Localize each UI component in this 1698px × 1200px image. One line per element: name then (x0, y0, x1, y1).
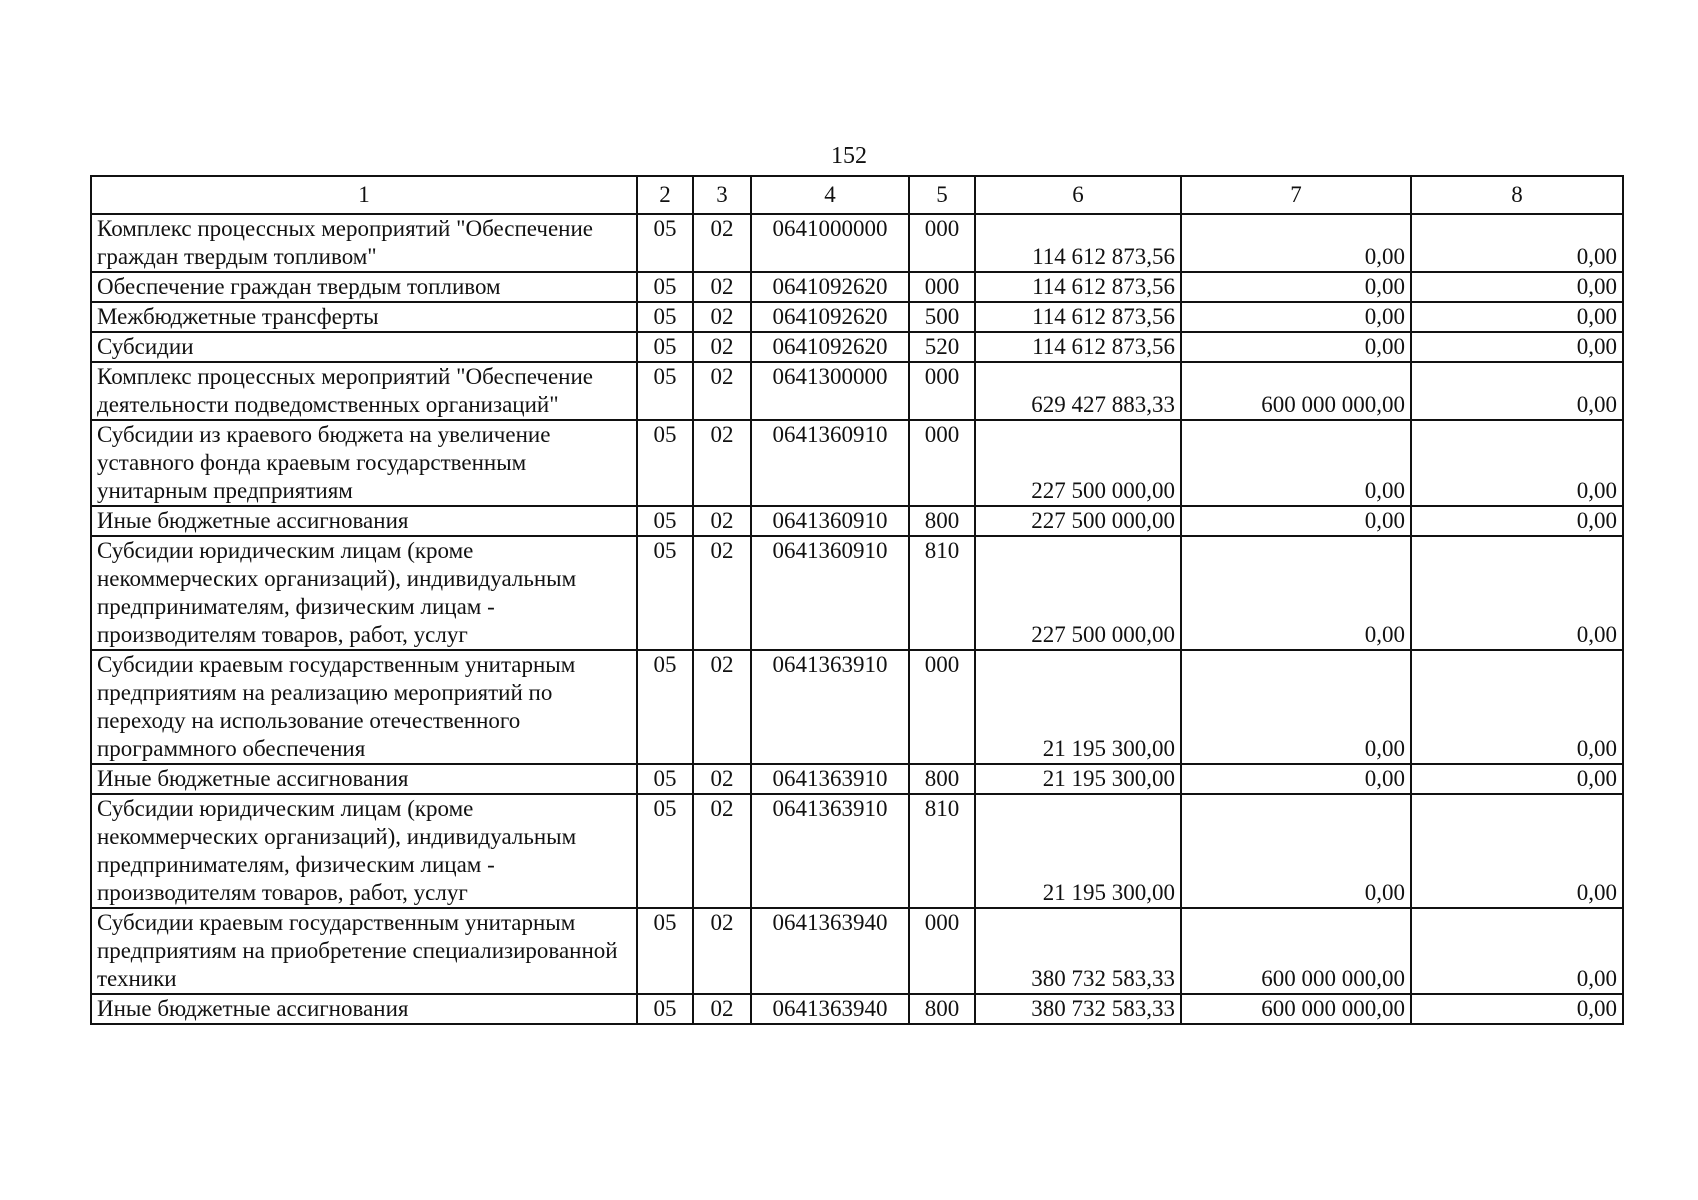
cell-amount-col6: 227 500 000,00 (975, 536, 1181, 650)
table-row (91, 908, 1623, 994)
table-row (91, 214, 1623, 272)
table-row (91, 302, 1623, 332)
cell-subsection: 02 (693, 794, 751, 908)
cell-amount-col6: 21 195 300,00 (975, 794, 1181, 908)
cell-amount-col6: 114 612 873,56 (975, 272, 1181, 302)
table-row (91, 420, 1623, 506)
cell-amount-col7: 0,00 (1181, 420, 1411, 506)
table-row (91, 362, 1623, 420)
cell-amount-col6: 21 195 300,00 (975, 650, 1181, 764)
cell-subsection: 02 (693, 536, 751, 650)
cell-target-code: 0641360910 (751, 420, 909, 506)
cell-amount-col8: 0,00 (1411, 272, 1623, 302)
cell-amount-col7: 0,00 (1181, 764, 1411, 794)
cell-amount-col7: 0,00 (1181, 650, 1411, 764)
table-row (91, 650, 1623, 764)
cell-expense-type: 800 (909, 994, 975, 1024)
column-header: 6 (975, 176, 1181, 214)
table-row (91, 506, 1623, 536)
row-name: Комплекс процессных мероприятий "Обеспечение граждан твердым топливом" (91, 214, 637, 272)
cell-target-code: 0641363940 (751, 908, 909, 994)
page-number: 152 (831, 143, 867, 169)
cell-target-code: 0641000000 (751, 214, 909, 272)
column-header: 7 (1181, 176, 1411, 214)
cell-target-code: 0641363910 (751, 650, 909, 764)
cell-subsection: 02 (693, 272, 751, 302)
row-name: Субсидии краевым государственным унитарным предприятиям на реализацию мероприятий по переходу на использование отечественного программного обеспечения (91, 650, 637, 764)
cell-expense-type: 800 (909, 764, 975, 794)
cell-subsection: 02 (693, 908, 751, 994)
cell-expense-type: 500 (909, 302, 975, 332)
cell-subsection: 02 (693, 420, 751, 506)
cell-amount-col8: 0,00 (1411, 650, 1623, 764)
cell-expense-type: 000 (909, 908, 975, 994)
cell-amount-col8: 0,00 (1411, 764, 1623, 794)
table-row (91, 272, 1623, 302)
row-name: Субсидии из краевого бюджета на увеличение уставного фонда краевым государственным унитарным предприятиям (91, 420, 637, 506)
row-name: Обеспечение граждан твердым топливом (91, 272, 637, 302)
cell-amount-col8: 0,00 (1411, 332, 1623, 362)
cell-amount-col8: 0,00 (1411, 506, 1623, 536)
cell-amount-col7: 0,00 (1181, 332, 1411, 362)
cell-subsection: 02 (693, 362, 751, 420)
cell-target-code: 0641360910 (751, 536, 909, 650)
cell-amount-col6: 114 612 873,56 (975, 214, 1181, 272)
cell-amount-col6: 21 195 300,00 (975, 764, 1181, 794)
column-header: 8 (1411, 176, 1623, 214)
cell-section: 05 (637, 764, 693, 794)
column-header: 4 (751, 176, 909, 214)
row-name: Субсидии юридическим лицам (кроме некоммерческих организаций), индивидуальным предпринимателям, физическим лицам - производителям товаров, работ, услуг (91, 536, 637, 650)
cell-amount-col8: 0,00 (1411, 794, 1623, 908)
cell-target-code: 0641300000 (751, 362, 909, 420)
cell-section: 05 (637, 332, 693, 362)
cell-section: 05 (637, 420, 693, 506)
cell-subsection: 02 (693, 994, 751, 1024)
cell-amount-col6: 380 732 583,33 (975, 994, 1181, 1024)
cell-target-code: 0641092620 (751, 332, 909, 362)
cell-subsection: 02 (693, 332, 751, 362)
cell-section: 05 (637, 506, 693, 536)
cell-target-code: 0641092620 (751, 302, 909, 332)
cell-amount-col7: 600 000 000,00 (1181, 908, 1411, 994)
cell-expense-type: 000 (909, 214, 975, 272)
budget-table (90, 175, 1624, 1025)
column-header: 5 (909, 176, 975, 214)
header-row (91, 176, 1623, 214)
cell-target-code: 0641360910 (751, 506, 909, 536)
cell-target-code: 0641092620 (751, 272, 909, 302)
table-row (91, 764, 1623, 794)
cell-amount-col6: 227 500 000,00 (975, 420, 1181, 506)
row-name: Субсидии краевым государственным унитарным предприятиям на приобретение специализированной техники (91, 908, 637, 994)
column-header: 3 (693, 176, 751, 214)
table-row (91, 794, 1623, 908)
cell-subsection: 02 (693, 650, 751, 764)
table-row (91, 536, 1623, 650)
cell-amount-col7: 0,00 (1181, 794, 1411, 908)
cell-amount-col7: 0,00 (1181, 536, 1411, 650)
cell-expense-type: 000 (909, 650, 975, 764)
cell-amount-col6: 114 612 873,56 (975, 332, 1181, 362)
row-name: Межбюджетные трансферты (91, 302, 637, 332)
cell-amount-col8: 0,00 (1411, 362, 1623, 420)
cell-amount-col7: 600 000 000,00 (1181, 362, 1411, 420)
row-name: Субсидии (91, 332, 637, 362)
cell-expense-type: 000 (909, 272, 975, 302)
cell-amount-col8: 0,00 (1411, 536, 1623, 650)
cell-amount-col6: 629 427 883,33 (975, 362, 1181, 420)
cell-subsection: 02 (693, 506, 751, 536)
cell-amount-col7: 0,00 (1181, 506, 1411, 536)
cell-amount-col6: 114 612 873,56 (975, 302, 1181, 332)
row-name: Субсидии юридическим лицам (кроме некоммерческих организаций), индивидуальным предпринимателям, физическим лицам - производителям товаров, работ, услуг (91, 794, 637, 908)
cell-subsection: 02 (693, 214, 751, 272)
cell-target-code: 0641363940 (751, 994, 909, 1024)
cell-section: 05 (637, 536, 693, 650)
row-name: Иные бюджетные ассигнования (91, 994, 637, 1024)
cell-amount-col7: 600 000 000,00 (1181, 994, 1411, 1024)
cell-section: 05 (637, 302, 693, 332)
cell-expense-type: 810 (909, 794, 975, 908)
row-name: Комплекс процессных мероприятий "Обеспечение деятельности подведомственных организаций" (91, 362, 637, 420)
cell-section: 05 (637, 650, 693, 764)
cell-amount-col7: 0,00 (1181, 302, 1411, 332)
table-row (91, 994, 1623, 1024)
cell-expense-type: 520 (909, 332, 975, 362)
cell-expense-type: 000 (909, 362, 975, 420)
cell-expense-type: 800 (909, 506, 975, 536)
column-header: 1 (91, 176, 637, 214)
cell-amount-col6: 380 732 583,33 (975, 908, 1181, 994)
cell-section: 05 (637, 908, 693, 994)
cell-target-code: 0641363910 (751, 764, 909, 794)
cell-expense-type: 000 (909, 420, 975, 506)
table-row (91, 332, 1623, 362)
cell-section: 05 (637, 272, 693, 302)
column-header: 2 (637, 176, 693, 214)
row-name: Иные бюджетные ассигнования (91, 506, 637, 536)
cell-amount-col8: 0,00 (1411, 420, 1623, 506)
cell-amount-col7: 0,00 (1181, 214, 1411, 272)
cell-target-code: 0641363910 (751, 794, 909, 908)
cell-section: 05 (637, 994, 693, 1024)
cell-amount-col8: 0,00 (1411, 994, 1623, 1024)
cell-section: 05 (637, 362, 693, 420)
cell-section: 05 (637, 794, 693, 908)
cell-subsection: 02 (693, 302, 751, 332)
cell-amount-col8: 0,00 (1411, 214, 1623, 272)
cell-amount-col6: 227 500 000,00 (975, 506, 1181, 536)
cell-subsection: 02 (693, 764, 751, 794)
row-name: Иные бюджетные ассигнования (91, 764, 637, 794)
cell-expense-type: 810 (909, 536, 975, 650)
cell-section: 05 (637, 214, 693, 272)
cell-amount-col8: 0,00 (1411, 302, 1623, 332)
cell-amount-col8: 0,00 (1411, 908, 1623, 994)
cell-amount-col7: 0,00 (1181, 272, 1411, 302)
